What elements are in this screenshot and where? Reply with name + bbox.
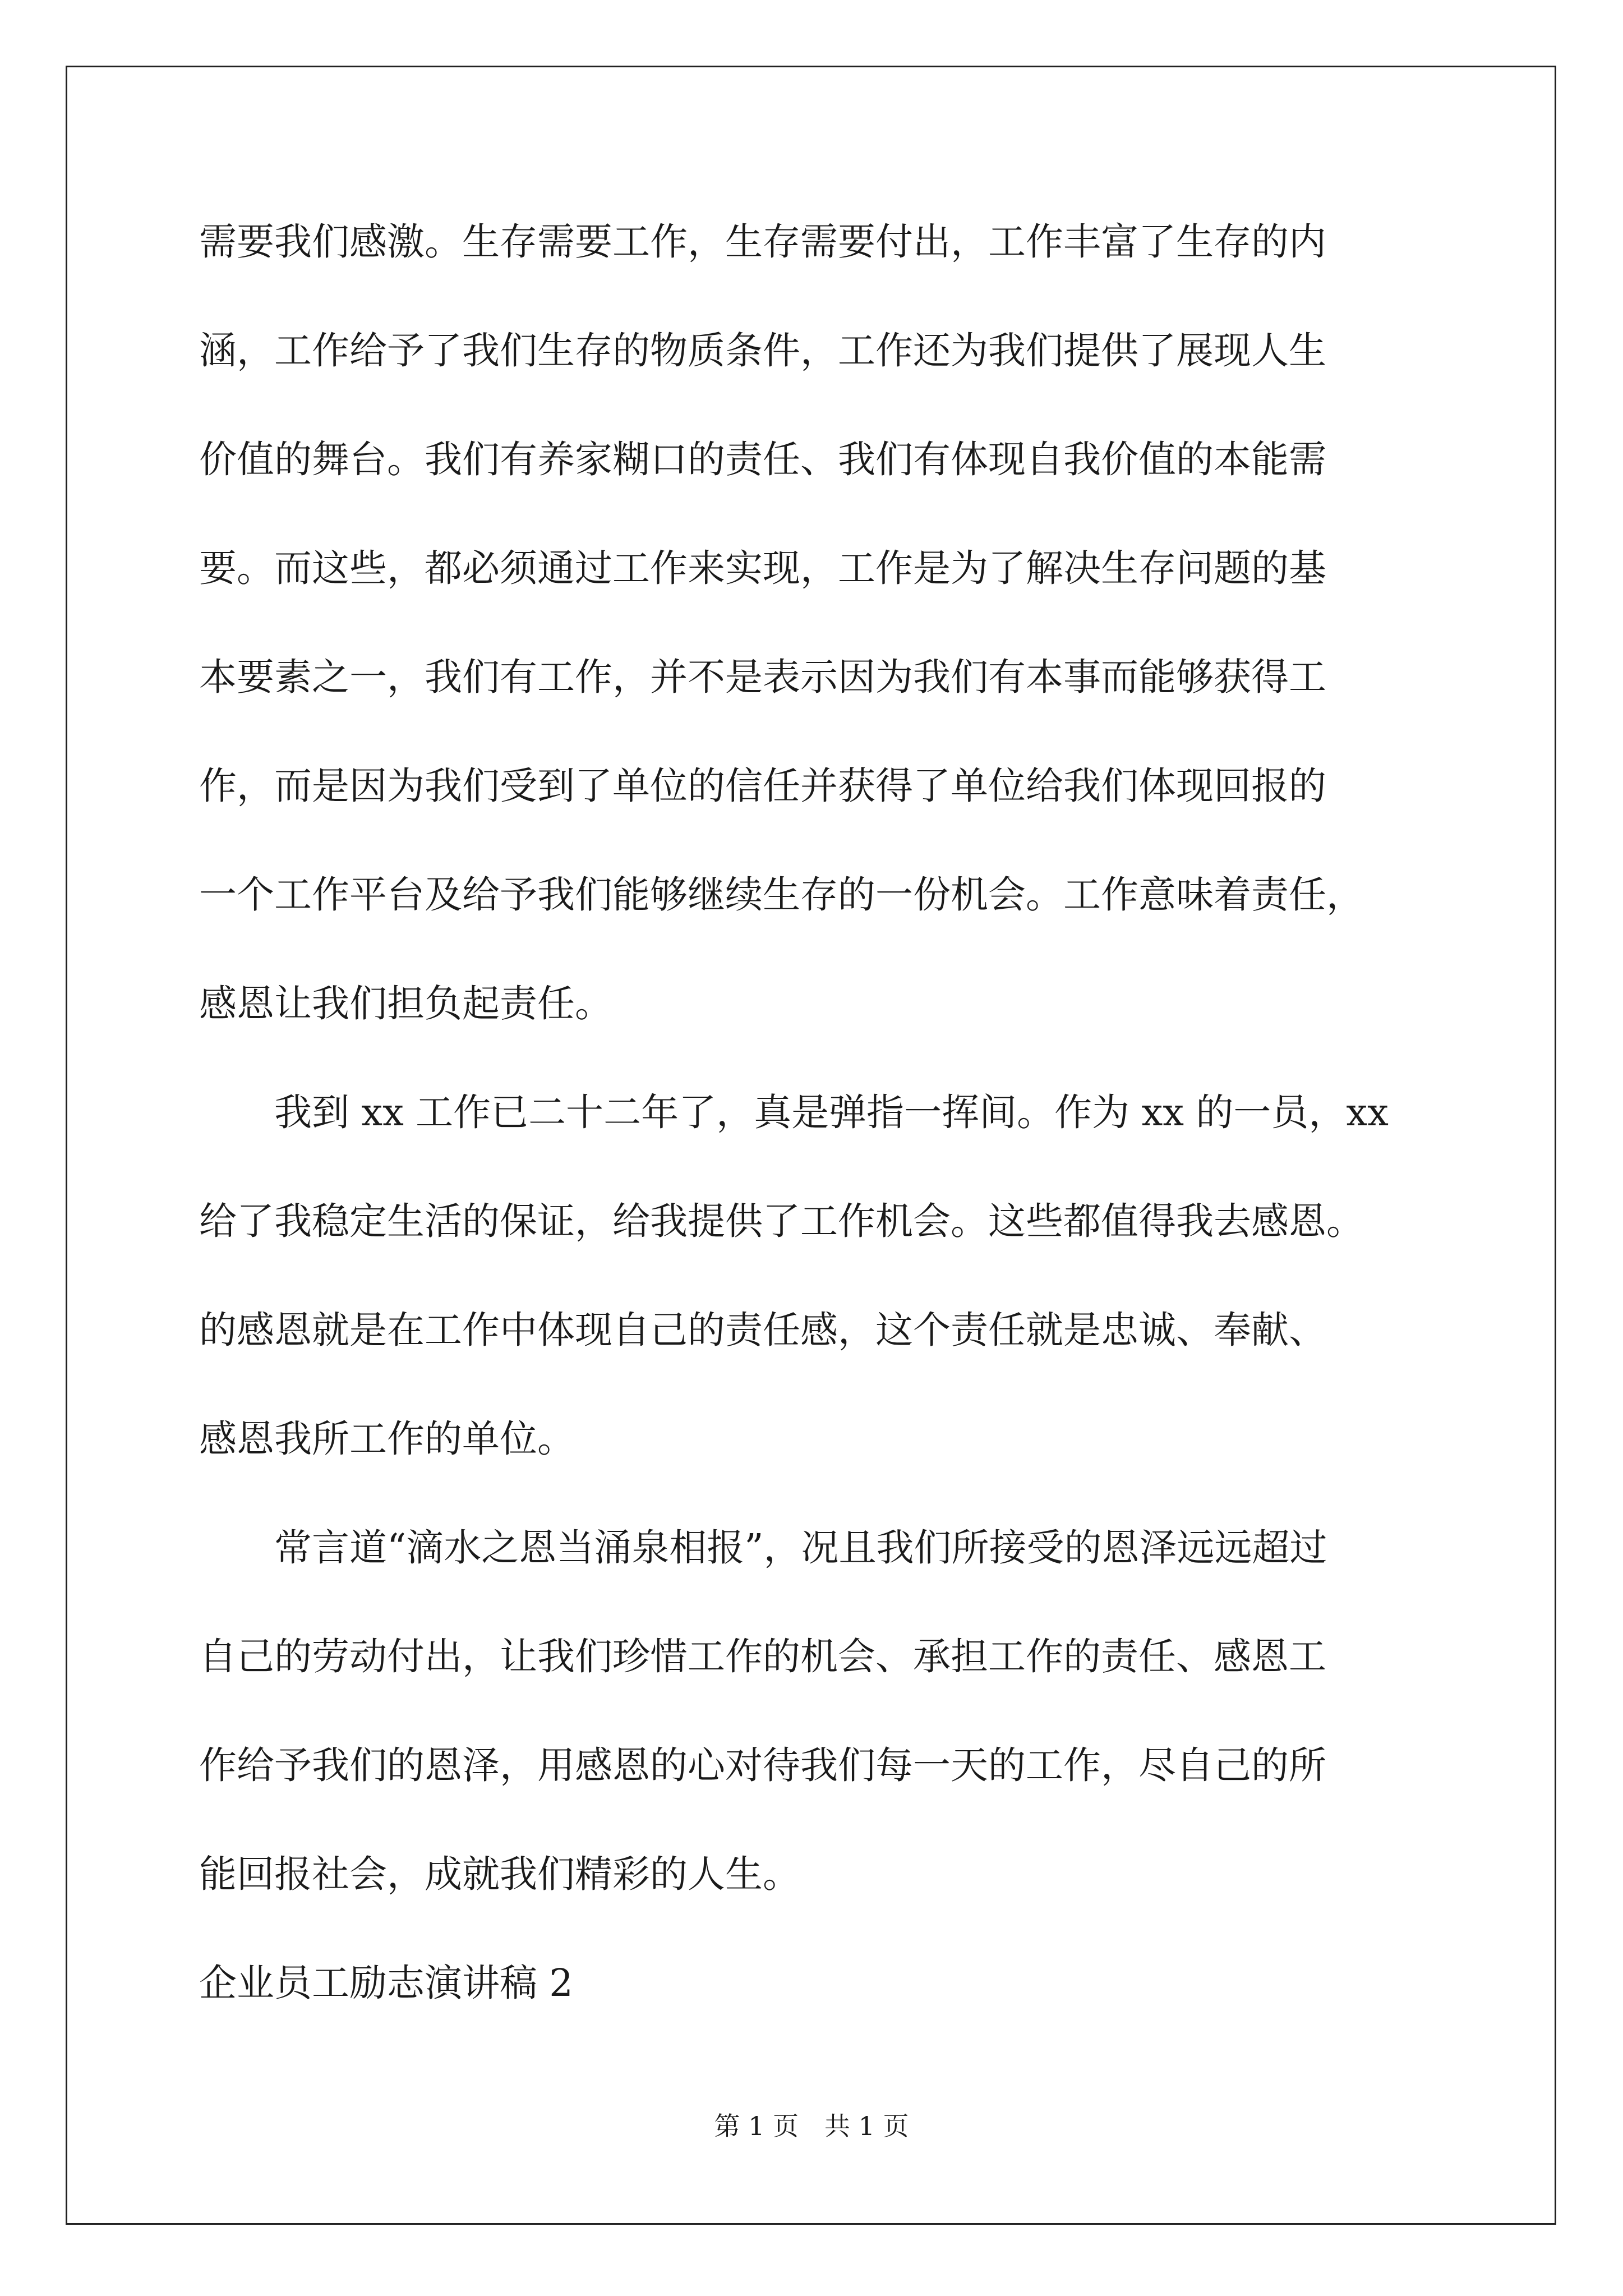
text-line: 自己的劳动付出，让我们珍惜工作的机会、承担工作的责任、感恩工 — [199, 1635, 1326, 1678]
text-line: 需要我们感激。生存需要工作，生存需要付出，工作丰富了生存的内 — [199, 220, 1326, 264]
text-line: 价值的舞台。我们有养家糊口的责任、我们有体现自我价值的本能需 — [199, 438, 1326, 481]
text-line: 作给予我们的恩泽，用感恩的心对待我们每一天的工作，尽自己的所 — [199, 1743, 1326, 1787]
text-line: 一个工作平台及给予我们能够继续生存的一份机会。工作意味着责任， — [199, 873, 1364, 917]
text-line: 感恩让我们担负起责任。 — [199, 982, 612, 1025]
text-line: 要。而这些，都必须通过工作来实现，工作是为了解决生存问题的基 — [199, 546, 1326, 590]
section-heading: 企业员工励志演讲稿 2 — [199, 1961, 573, 2005]
text-line: 的感恩就是在工作中体现自己的责任感，这个责任就是忠诚、奉献、 — [199, 1308, 1326, 1352]
text-line: 能回报社会，成就我们精彩的人生。 — [199, 1852, 800, 1896]
text-line: 我到 xx 工作已二十二年了，真是弹指一挥间。作为 xx 的一员，xx — [199, 1091, 1389, 1134]
text-line: 常言道“滴水之恩当涌泉相报”，况且我们所接受的恩泽远远超过 — [199, 1526, 1327, 1570]
text-line: 感恩我所工作的单位。 — [199, 1417, 575, 1461]
text-line: 涵，工作给予了我们生存的物质条件，工作还为我们提供了展现人生 — [199, 329, 1326, 372]
text-line: 作，而是因为我们受到了单位的信任并获得了单位给我们体现回报的 — [199, 764, 1326, 808]
text-line: 给了我稳定生活的保证，给我提供了工作机会。这些都值得我去感恩。 — [199, 1199, 1364, 1243]
document-body — [199, 211, 1427, 2061]
page-footer: 第 1 页 共 1 页 — [714, 2111, 909, 2141]
text-line: 本要素之一，我们有工作，并不是表示因为我们有本事而能够获得工 — [199, 655, 1326, 699]
